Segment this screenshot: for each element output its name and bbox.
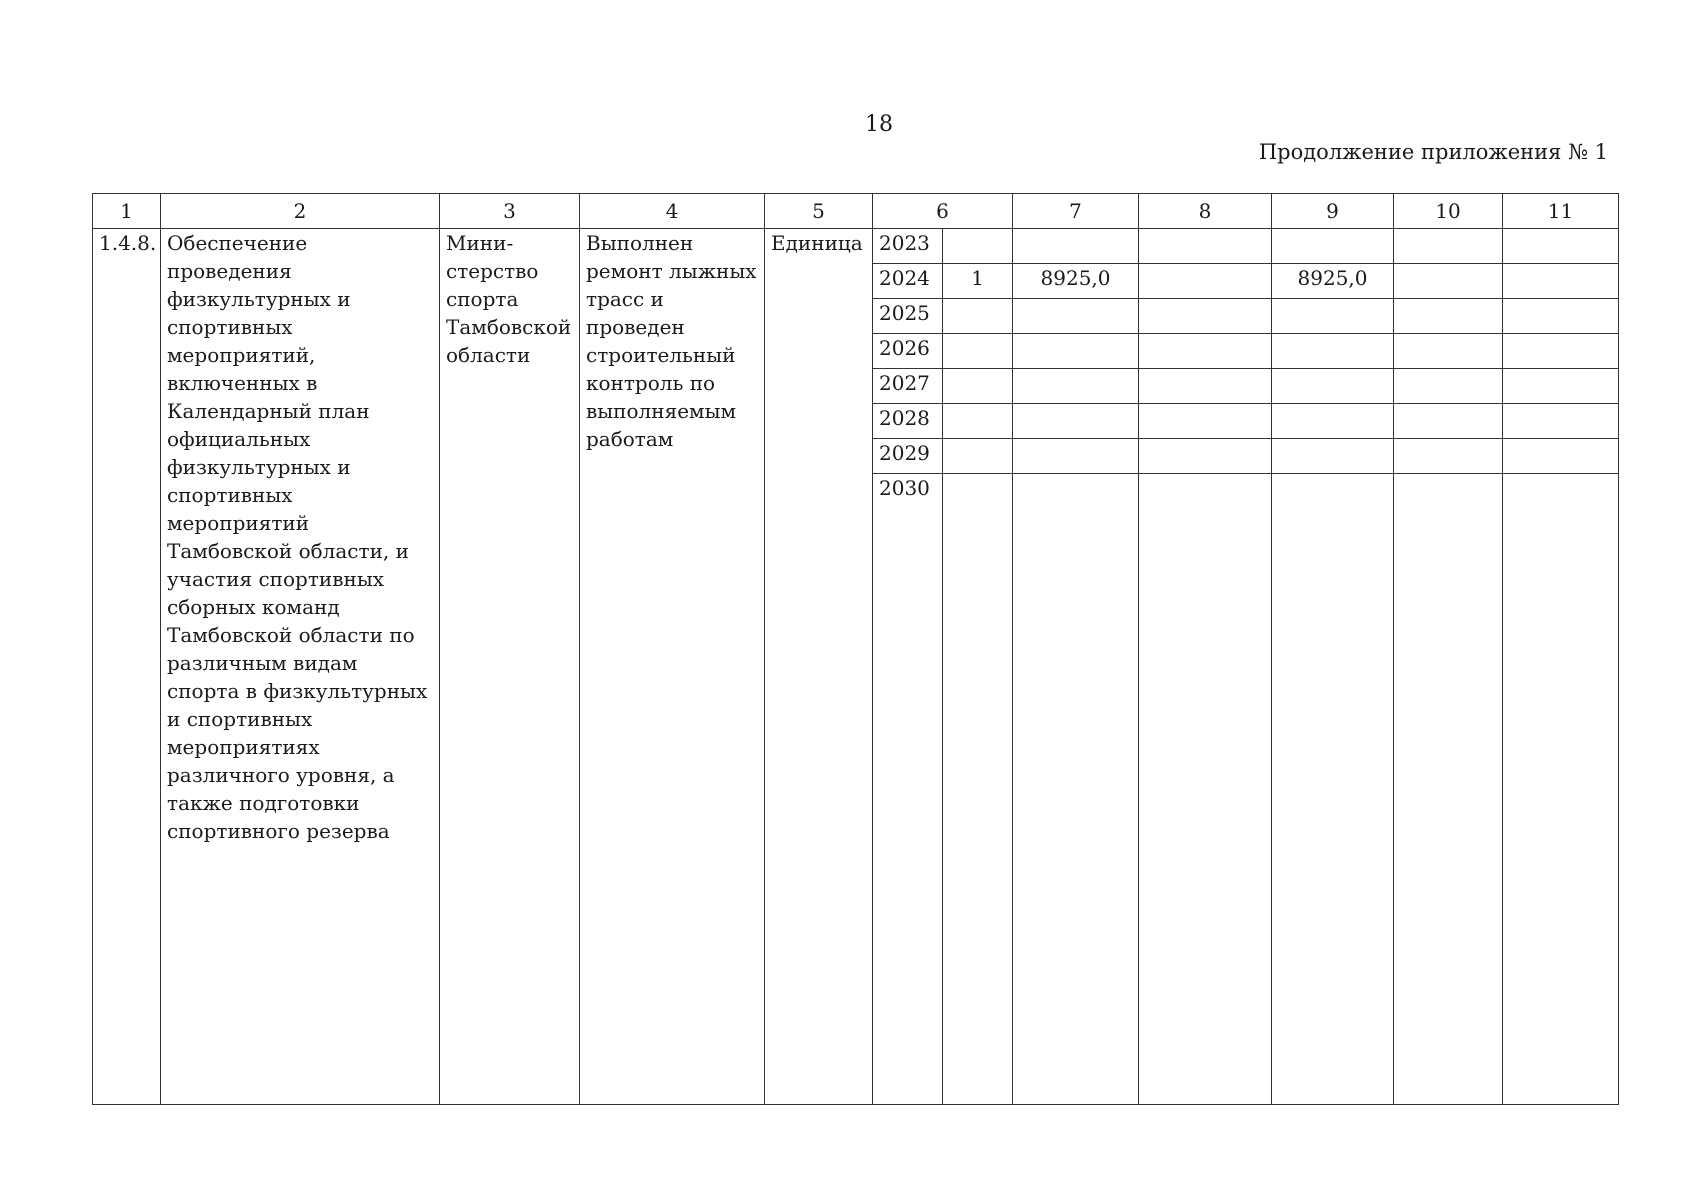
year-cell: 2025 (873, 299, 943, 334)
col-11-value (1503, 404, 1619, 439)
header-col-11: 11 (1503, 194, 1619, 229)
col-11-value (1503, 299, 1619, 334)
indicator-value: 1 (943, 264, 1013, 299)
year-cell: 2027 (873, 369, 943, 404)
col-8-value (1139, 334, 1272, 369)
col-8-value (1139, 229, 1272, 264)
col-11-value (1503, 229, 1619, 264)
col-10-value (1394, 474, 1503, 1105)
header-col-4: 4 (580, 194, 765, 229)
col-11-value (1503, 334, 1619, 369)
indicator-value (943, 334, 1013, 369)
header-col-5: 5 (765, 194, 873, 229)
col-7-value (1013, 299, 1139, 334)
program-table (92, 193, 1619, 1105)
col-7-value (1013, 404, 1139, 439)
col-7-value (1013, 334, 1139, 369)
header-col-7: 7 (1013, 194, 1139, 229)
col-9-value (1272, 229, 1394, 264)
indicator-value (943, 369, 1013, 404)
header-col-3: 3 (440, 194, 580, 229)
result-description: Выполнен ремонт лыжных трасс и проведен строительный контроль по выполняемым работам (580, 229, 765, 1105)
col-8-value (1139, 264, 1272, 299)
header-col-2: 2 (161, 194, 440, 229)
year-cell: 2023 (873, 229, 943, 264)
col-11-value (1503, 439, 1619, 474)
header-col-6: 6 (873, 194, 1013, 229)
col-10-value (1394, 334, 1503, 369)
activity-description: Обеспечение проведения физкультурных и спортивных мероприятий, включенных в Календарный план официальных физкультурных и спортивных мероприятий Тамбовской области, и участия спортивных сборных команд Тамбовской области по различным видам спорта в физкультурных и спортивных мероприятиях различного уровня, а также подготовки спортивного резерва (161, 229, 440, 1105)
indicator-value (943, 299, 1013, 334)
col-7-value (1013, 229, 1139, 264)
col-8-value (1139, 299, 1272, 334)
col-10-value (1394, 299, 1503, 334)
page-number: 18 (865, 112, 893, 137)
col-8-value (1139, 439, 1272, 474)
indicator-value (943, 229, 1013, 264)
year-cell: 2030 (873, 474, 943, 1105)
col-9-value: 8925,0 (1272, 264, 1394, 299)
executor: Мини-стерство спорта Тамбовской области (440, 229, 580, 1105)
col-10-value (1394, 404, 1503, 439)
col-8-value (1139, 404, 1272, 439)
col-7-value (1013, 369, 1139, 404)
header-col-9: 9 (1272, 194, 1394, 229)
col-10-value (1394, 264, 1503, 299)
row-number: 1.4.8. (93, 229, 161, 1105)
appendix-note: Продолжение приложения № 1 (1258, 140, 1608, 164)
year-cell: 2028 (873, 404, 943, 439)
col-10-value (1394, 229, 1503, 264)
col-9-value (1272, 474, 1394, 1105)
col-7-value (1013, 439, 1139, 474)
col-8-value (1139, 474, 1272, 1105)
col-7-value (1013, 474, 1139, 1105)
indicator-value (943, 474, 1013, 1105)
col-9-value (1272, 299, 1394, 334)
year-cell: 2026 (873, 334, 943, 369)
unit: Единица (765, 229, 873, 1105)
table-row (93, 229, 1619, 264)
col-9-value (1272, 334, 1394, 369)
year-cell: 2029 (873, 439, 943, 474)
indicator-value (943, 404, 1013, 439)
header-row (93, 194, 1619, 229)
header-col-1: 1 (93, 194, 161, 229)
col-9-value (1272, 404, 1394, 439)
col-10-value (1394, 369, 1503, 404)
col-11-value (1503, 264, 1619, 299)
indicator-value (943, 439, 1013, 474)
col-7-value: 8925,0 (1013, 264, 1139, 299)
header-col-10: 10 (1394, 194, 1503, 229)
col-9-value (1272, 369, 1394, 404)
year-cell: 2024 (873, 264, 943, 299)
col-8-value (1139, 369, 1272, 404)
col-9-value (1272, 439, 1394, 474)
col-11-value (1503, 369, 1619, 404)
col-10-value (1394, 439, 1503, 474)
header-col-8: 8 (1139, 194, 1272, 229)
col-11-value (1503, 474, 1619, 1105)
